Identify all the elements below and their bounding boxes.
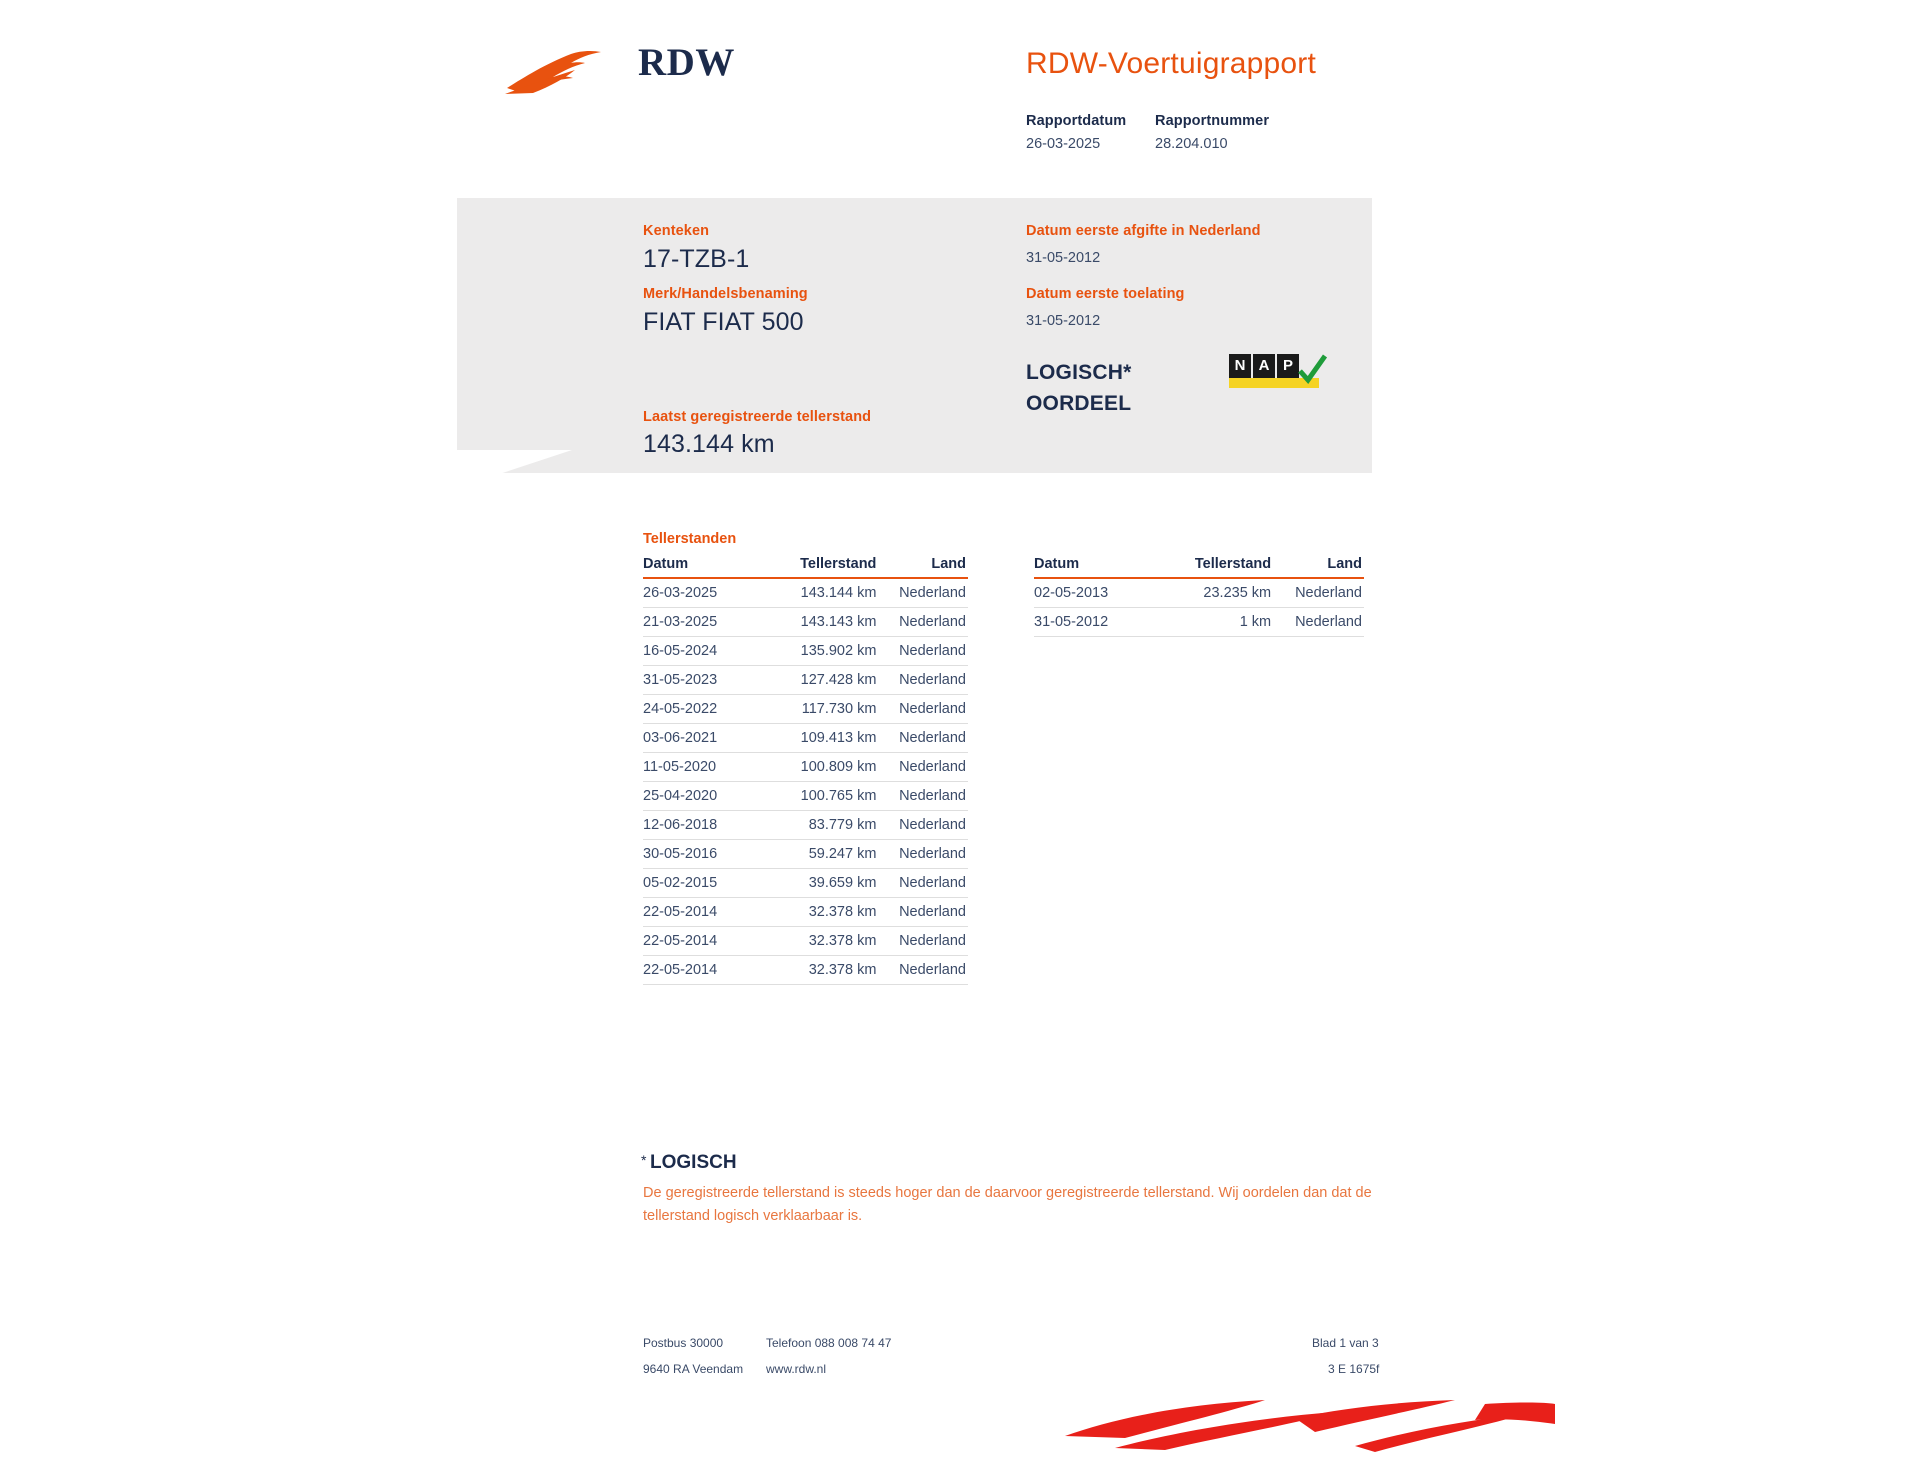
kenteken-label: Kenteken — [643, 223, 710, 239]
cell-land: Nederland — [876, 869, 968, 898]
summary-panel — [457, 198, 1372, 473]
cell-datum: 21-03-2025 — [643, 608, 772, 637]
tellerstanden-table-left — [643, 556, 968, 985]
cell-tellerstand: 32.378 km — [772, 927, 876, 956]
table-row — [643, 840, 968, 869]
cell-datum: 22-05-2014 — [643, 898, 772, 927]
cell-tellerstand: 109.413 km — [772, 724, 876, 753]
cell-tellerstand: 39.659 km — [772, 869, 876, 898]
cell-datum: 31-05-2012 — [1034, 608, 1165, 637]
cell-land: Nederland — [876, 724, 968, 753]
table-row — [643, 782, 968, 811]
rdw-logo-icon — [505, 48, 615, 96]
cell-tellerstand: 143.144 km — [772, 578, 876, 608]
table-header-row — [643, 556, 968, 578]
laatste-tellerstand-label: Laatst geregistreerde tellerstand — [643, 409, 872, 425]
cell-datum: 05-02-2015 — [643, 869, 772, 898]
merk-value: FIAT FIAT 500 — [643, 308, 804, 336]
column-header-tellerstand: Tellerstand — [1165, 556, 1271, 578]
cell-tellerstand: 100.765 km — [772, 782, 876, 811]
table-row — [1034, 578, 1364, 608]
footer-form-code: 3 E 1675f — [1328, 1362, 1380, 1376]
cell-land: Nederland — [1271, 608, 1364, 637]
cell-land: Nederland — [876, 811, 968, 840]
cell-land: Nederland — [876, 927, 968, 956]
column-header-tellerstand: Tellerstand — [772, 556, 876, 578]
nap-letter-n: N — [1229, 354, 1251, 378]
table-row — [643, 637, 968, 666]
table-row — [643, 869, 968, 898]
oordeel-block — [1026, 357, 1131, 419]
nap-logo-icon — [1229, 354, 1325, 388]
cell-tellerstand: 127.428 km — [772, 666, 876, 695]
table-row — [1034, 608, 1364, 637]
table-row — [643, 927, 968, 956]
footnote-title: LOGISCH — [650, 1152, 737, 1173]
eerste-afgifte-label: Datum eerste afgifte in Nederland — [1026, 223, 1261, 239]
cell-tellerstand: 117.730 km — [772, 695, 876, 724]
cell-land: Nederland — [1271, 578, 1364, 608]
cell-tellerstand: 83.779 km — [772, 811, 876, 840]
cell-datum: 22-05-2014 — [643, 927, 772, 956]
nap-letter-a: A — [1253, 354, 1275, 378]
eerste-toelating-value: 31-05-2012 — [1026, 313, 1101, 329]
nap-letter-p: P — [1277, 354, 1299, 378]
table-row — [643, 956, 968, 985]
column-header-land: Land — [1271, 556, 1364, 578]
table-row — [643, 578, 968, 608]
column-header-land: Land — [876, 556, 968, 578]
column-header-datum: Datum — [1034, 556, 1165, 578]
footnote-body: De geregistreerde tellerstand is steeds hoger dan de daarvoor geregistreerde tellerstand. Wij oordelen dan dat de tellerstand logisch verklaarbaar is. — [643, 1185, 1372, 1224]
cell-tellerstand: 32.378 km — [772, 956, 876, 985]
rapportnummer-value: 28.204.010 — [1155, 136, 1228, 152]
page-title: RDW-Voertuigrapport — [1026, 47, 1317, 80]
cell-land: Nederland — [876, 782, 968, 811]
kenteken-value: 17-TZB-1 — [643, 245, 750, 273]
table-row — [643, 724, 968, 753]
cell-tellerstand: 135.902 km — [772, 637, 876, 666]
footer-telefoon: Telefoon 088 008 74 47 — [766, 1336, 892, 1350]
tellerstanden-title: Tellerstanden — [643, 531, 737, 547]
table-header-row — [1034, 556, 1364, 578]
cell-datum: 31-05-2023 — [643, 666, 772, 695]
cell-tellerstand: 23.235 km — [1165, 578, 1271, 608]
footer-plaats: 9640 RA Veendam — [643, 1362, 744, 1376]
rapportnummer-label: Rapportnummer — [1155, 113, 1270, 129]
cell-datum: 16-05-2024 — [643, 637, 772, 666]
cell-tellerstand: 100.809 km — [772, 753, 876, 782]
oordeel-line-1: LOGISCH* — [1026, 361, 1132, 384]
rdw-wordmark: RDW — [638, 41, 735, 84]
cell-datum: 22-05-2014 — [643, 956, 772, 985]
table-row — [643, 753, 968, 782]
cell-datum: 03-06-2021 — [643, 724, 772, 753]
cell-datum: 12-06-2018 — [643, 811, 772, 840]
table-row — [643, 666, 968, 695]
table-row — [643, 608, 968, 637]
eerste-toelating-label: Datum eerste toelating — [1026, 286, 1185, 302]
cell-datum: 24-05-2022 — [643, 695, 772, 724]
footnote-asterisk: * — [641, 1152, 647, 1168]
cell-land: Nederland — [876, 753, 968, 782]
cell-tellerstand: 143.143 km — [772, 608, 876, 637]
cell-land: Nederland — [876, 956, 968, 985]
cell-datum: 11-05-2020 — [643, 753, 772, 782]
footer-page-number: Blad 1 van 3 — [1312, 1336, 1379, 1350]
cell-datum: 02-05-2013 — [1034, 578, 1165, 608]
cell-land: Nederland — [876, 608, 968, 637]
eerste-afgifte-value: 31-05-2012 — [1026, 250, 1101, 266]
rapportdatum-label: Rapportdatum — [1026, 113, 1127, 129]
merk-label: Merk/Handelsbenaming — [643, 286, 808, 302]
cell-tellerstand: 32.378 km — [772, 898, 876, 927]
cell-land: Nederland — [876, 840, 968, 869]
table-row — [643, 811, 968, 840]
tellerstanden-table-right — [1034, 556, 1364, 637]
table-row — [643, 695, 968, 724]
oordeel-line-2: OORDEEL — [1026, 392, 1132, 415]
footer-website[interactable]: www.rdw.nl — [766, 1362, 827, 1376]
cell-land: Nederland — [876, 666, 968, 695]
cell-datum: 30-05-2016 — [643, 840, 772, 869]
cell-land: Nederland — [876, 578, 968, 608]
cell-datum: 25-04-2020 — [643, 782, 772, 811]
cell-land: Nederland — [876, 695, 968, 724]
rapportdatum-value: 26-03-2025 — [1026, 136, 1101, 152]
cell-tellerstand: 1 km — [1165, 608, 1271, 637]
cell-tellerstand: 59.247 km — [772, 840, 876, 869]
table-row — [643, 898, 968, 927]
footer-decoration-icon — [1055, 1398, 1555, 1458]
laatste-tellerstand-value: 143.144 km — [643, 430, 775, 458]
check-icon — [1297, 354, 1327, 386]
footer-postbus: Postbus 30000 — [643, 1336, 724, 1350]
cell-datum: 26-03-2025 — [643, 578, 772, 608]
cell-land: Nederland — [876, 898, 968, 927]
column-header-datum: Datum — [643, 556, 772, 578]
cell-land: Nederland — [876, 637, 968, 666]
